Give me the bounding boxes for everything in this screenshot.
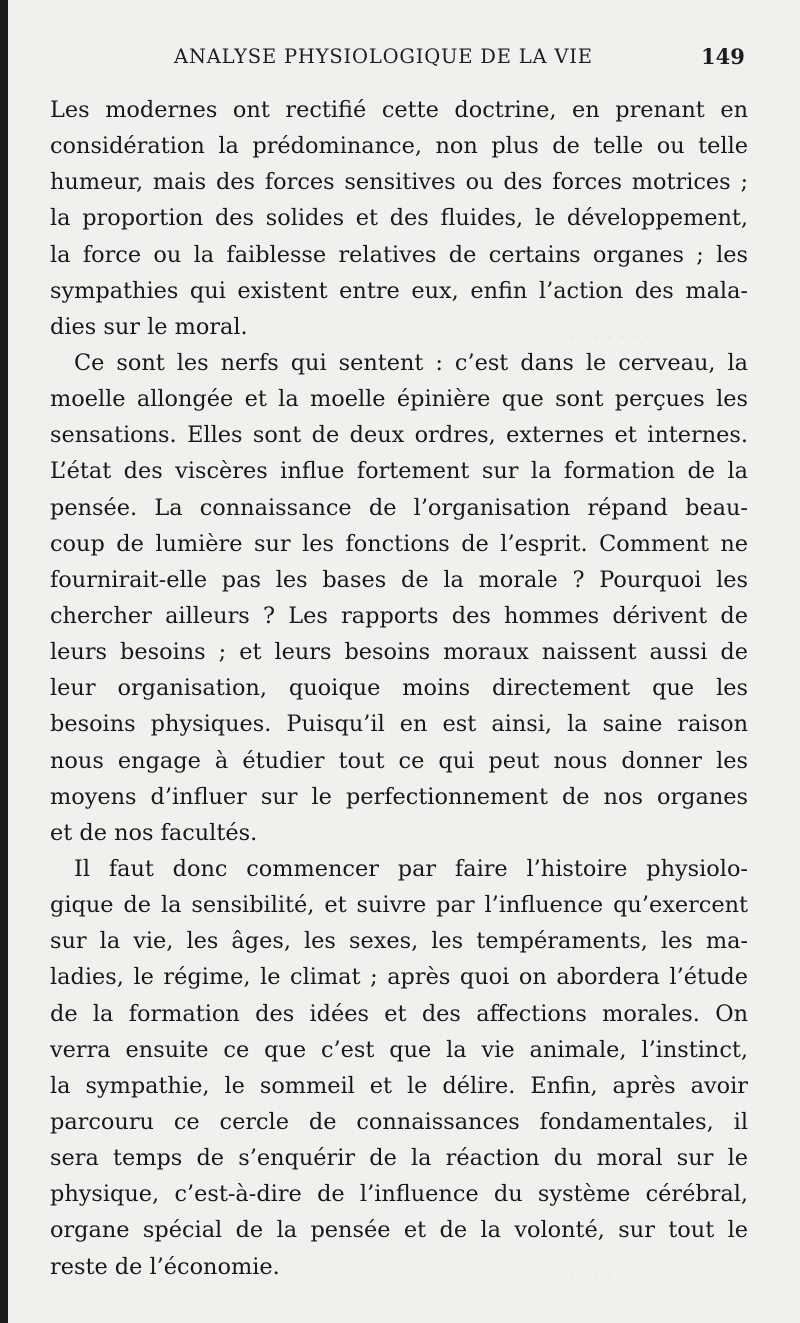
text-line: chercher ailleurs ? Les rapports des hommes dérivent de	[50, 602, 748, 629]
text-line: L’état des viscères influe fortement sur la formation de la	[50, 458, 748, 485]
text-line: organe spécial de la pensée et de la volonté, sur tout le	[50, 1217, 748, 1244]
text-line: sur la vie, les âges, les sexes, les tempéraments, les ma-	[50, 928, 748, 955]
text-line: nous engage à étudier tout ce qui peut nous donner les	[50, 747, 748, 774]
text-line: la proportion des solides et des fluides, le développement,	[50, 205, 748, 232]
text-line: Il faut donc commencer par faire l’histoire physiolo-	[74, 855, 748, 882]
text-line: pensée. La connaissance de l’organisation répand beau-	[50, 494, 748, 521]
paragraph	[50, 851, 748, 1285]
text-line: gique de la sensibilité, et suivre par l’influence qu’exercent	[50, 892, 748, 919]
text-line: sympathies qui existent entre eux, enfin l’action des mala-	[50, 277, 748, 304]
text-line: humeur, mais des forces sensitives ou des forces motrices ;	[50, 169, 748, 196]
paragraph	[50, 345, 748, 851]
body-text	[50, 92, 748, 1285]
text-line: dies sur le moral.	[50, 313, 248, 340]
running-title: ANALYSE PHYSIOLOGIQUE DE LA VIE	[174, 45, 593, 68]
text-line: Les modernes ont rectifié cette doctrine, en prenant en	[50, 97, 748, 123]
text-line: considération la prédominance, non plus de telle ou telle	[50, 133, 748, 160]
text-line: moyens d’influer sur le perfectionnement de nos organes	[50, 783, 748, 810]
text-line: fournirait-elle pas les bases de la morale ? Pourquoi les	[50, 566, 748, 593]
text-line: ladies, le régime, le climat ; après quoi on abordera l’étude	[50, 964, 748, 991]
text-line: leurs besoins ; et leurs besoins moraux naissent aussi de	[50, 639, 748, 666]
text-line: et de nos facultés.	[50, 819, 258, 846]
text-line: parcouru ce cercle de connaissances fondamentales, il	[50, 1108, 748, 1135]
text-line: Ce sont les nerfs qui sentent : c’est dans le cerveau, la	[74, 349, 748, 376]
text-line: coup de lumière sur les fonctions de l’esprit. Comment ne	[50, 530, 748, 557]
text-line: verra ensuite ce que c’est que la vie animale, l’instinct,	[50, 1036, 748, 1063]
text-line: de la formation des idées et des affections morales. On	[50, 1000, 748, 1027]
book-page	[8, 0, 800, 1323]
text-line: physique, c’est-à-dire de l’influence du système cérébral,	[50, 1181, 748, 1208]
text-line: sensations. Elles sont de deux ordres, externes et internes.	[50, 422, 748, 449]
text-line: sera temps de s’enquérir de la réaction du moral sur le	[50, 1145, 748, 1172]
text-line: besoins physiques. Puisqu’il en est ainsi, la saine raison	[50, 711, 748, 738]
text-line: reste de l’économie.	[50, 1253, 280, 1280]
text-line: leur organisation, quoique moins directement que les	[50, 675, 748, 702]
paragraph	[50, 92, 748, 345]
text-line: la sympathie, le sommeil et le délire. Enfin, après avoir	[50, 1072, 748, 1099]
page-number: 149	[701, 44, 745, 69]
text-line: moelle allongée et la moelle épinière que sont perçues les	[50, 386, 748, 413]
running-head	[8, 42, 800, 72]
text-line: la force ou la faiblesse relatives de certains organes ; les	[50, 241, 748, 268]
